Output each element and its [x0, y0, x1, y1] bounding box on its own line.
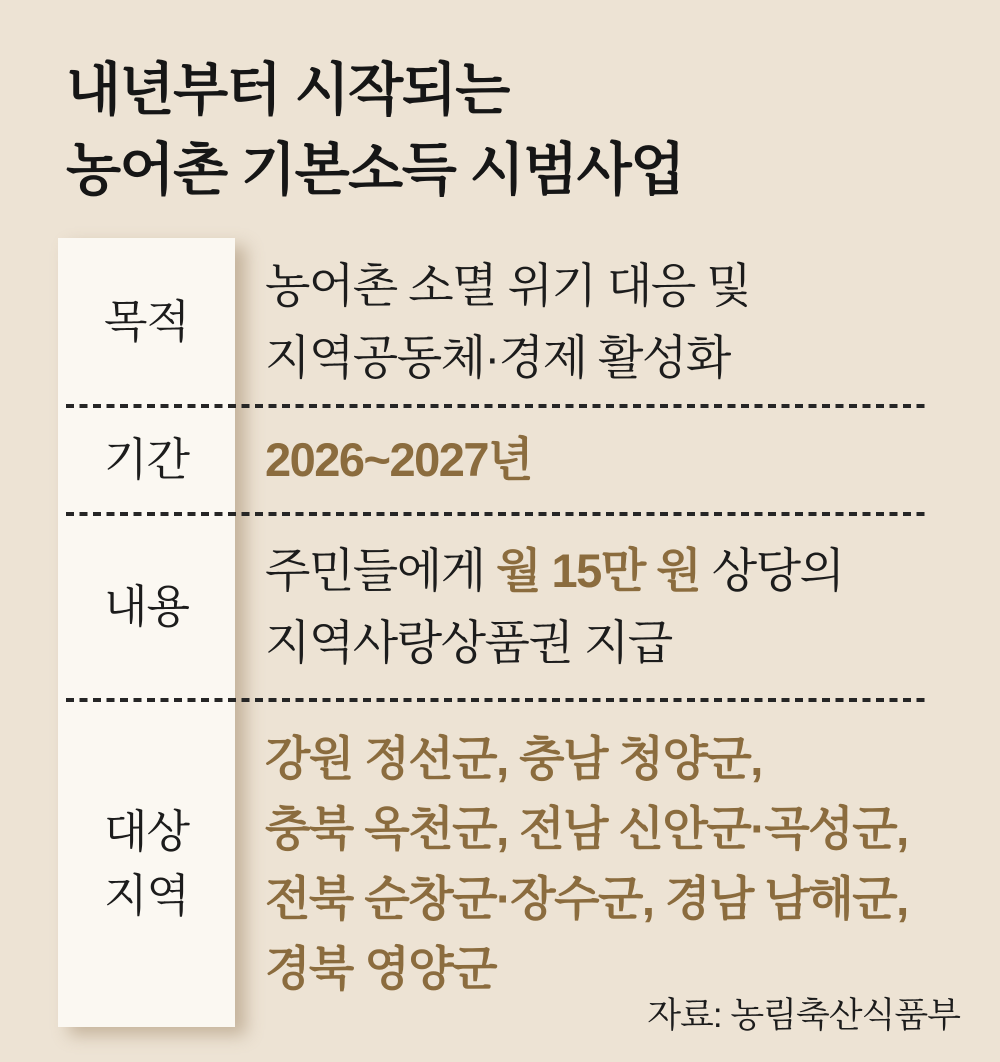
table-row-content [58, 514, 942, 700]
page-title [66, 50, 684, 210]
row-label-purpose: 목적 [104, 296, 189, 347]
row-value-period [235, 424, 532, 496]
row-label-content: 내용 [104, 581, 189, 632]
content-line1-pre: 주민들에게 [265, 544, 497, 597]
content-line1-highlight: 월 15만 원 [496, 544, 701, 597]
regions-line1: 강원 정선군, 충남 청양군, [265, 731, 762, 785]
row-value-purpose [235, 250, 750, 394]
source-credit: 자료: 농림축산식품부 [647, 996, 960, 1035]
table-row-period [58, 406, 942, 514]
row-label-period: 기간 [104, 434, 189, 485]
content-line1 [265, 535, 843, 607]
row-value-regions [235, 724, 908, 1004]
page-title-line1: 내년부터 시작되는 [66, 58, 509, 122]
regions-line3: 전북 순창군·장수군, 경남 남해군, [265, 871, 908, 925]
purpose-line2: 지역공동체·경제 활성화 [265, 331, 730, 384]
regions-line2: 충북 옥천군, 전남 신안군·곡성군, [265, 801, 908, 855]
table-row-regions [58, 700, 942, 1027]
content-line1-post: 상당의 [700, 544, 844, 597]
regions-label-line2: 지역 [104, 869, 189, 921]
page-title-line2: 농어촌 기본소득 시범사업 [66, 138, 684, 202]
table-row-purpose [58, 238, 942, 406]
content-line2: 지역사랑상품권 지급 [265, 616, 672, 669]
period-value: 2026~2027년 [265, 433, 532, 486]
purpose-line1: 농어촌 소멸 위기 대응 및 [265, 259, 751, 312]
row-label-regions [58, 800, 235, 928]
row-value-content [235, 535, 843, 679]
regions-line4: 경북 영양군 [265, 941, 497, 995]
regions-label-line1: 대상 [104, 805, 189, 857]
